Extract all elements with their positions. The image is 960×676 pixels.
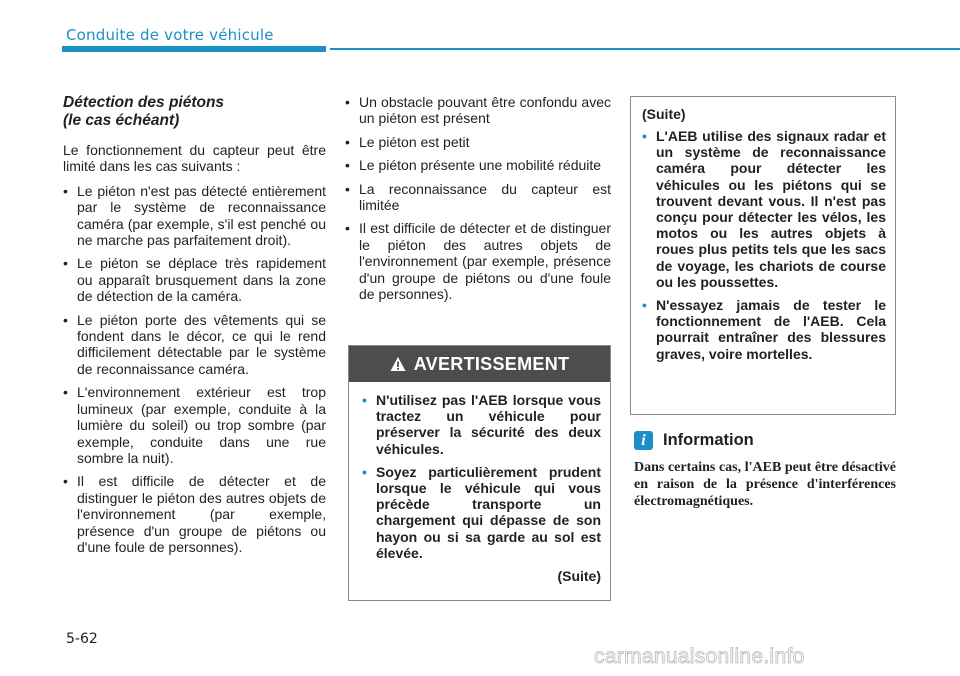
list-item: • Le piéton n'est pas détecté entièrement par le système de reconnaissance caméra (par exemple, s'il est penché ou ne marche pas parfaitement droit). [63,183,326,249]
warning-list [362,392,601,561]
section-heading-line2: (le cas échéant) [63,112,180,129]
list-item: • N'essayez jamais de tester le fonctionnement de l'AEB. Cela pourrait entraîner des blessures graves, voire mortelles. [642,297,886,362]
warning-box [348,345,611,601]
list-item: • Le piéton porte des vêtements qui se fondent dans le décor, ce qui le rend difficilement détectable par le système de reconnaissance caméra. [63,312,326,378]
information-text: Dans certains cas, l'AEB peut être désactivé en raison de la présence d'interférences électromagnétiques. [634,460,896,509]
information-icon: i [634,431,653,450]
information-title: Information [663,431,754,449]
header-rule-thick [62,46,326,52]
continuation-list [642,128,886,362]
information-heading [634,431,754,450]
page-number: 5-62 [66,631,98,647]
warning-banner [349,346,610,382]
section-heading [63,94,326,130]
warning-body [349,382,610,584]
list-item: • Il est difficile de détecter et de distinguer le piéton des autres objets de l'environnement (par exemple, présence d'un groupe de piétons ou d'une foule de personnes). [63,473,326,555]
limitation-list-middle [345,94,611,302]
list-item: • N'utilisez pas l'AEB lorsque vous tractez un véhicule pour préserver la sécurité des deux véhicules. [362,392,601,457]
list-item: • Le piéton est petit [345,134,611,150]
list-item: • Il est difficile de détecter et de distinguer le piéton des autres objets de l'environnement (par exemple, présence d'un groupe de piétons ou d'une foule de personnes). [345,220,611,302]
list-item: • Un obstacle pouvant être confondu avec un piéton est présent [345,94,611,127]
list-item: • L'environnement extérieur est trop lumineux (par exemple, conduite à la lumière du soleil) ou trop sombre (par exemple, conduite dans une rue sombre la nuit). [63,384,326,466]
header-title: Conduite de votre véhicule [66,26,274,44]
intro-paragraph: Le fonctionnement du capteur peut être limité dans les cas suivants : [63,142,326,175]
warning-title: AVERTISSEMENT [413,353,570,374]
warning-continued-label: (Suite) [557,568,601,585]
continuation-label: (Suite) [642,106,686,122]
warning-triangle-icon [390,356,406,372]
list-item: • Le piéton présente une mobilité réduite [345,157,611,173]
section-heading-line1: Détection des piétons [63,94,225,111]
header-rule-thin [330,48,960,50]
list-item: • Soyez particulièrement prudent lorsque le véhicule qui vous précède transporte un chargement qui dépasse de son hayon ou si sa garde au sol est élevée. [362,464,601,561]
watermark: carmanualsonline.info [594,645,805,668]
limitation-list-left [63,183,326,556]
list-item: • L'AEB utilise des signaux radar et un système de reconnaissance caméra pour détecter les véhicules ou les piétons qui se trouvent devant vous. Il n'est pas conçu pour détecter les vélos, les motos ou les autres objets à roues plus petits tels que les sacs de voyage, les chariots de course ou les poussettes. [642,128,886,290]
column-middle [345,94,611,309]
list-item: • Le piéton se déplace très rapidement ou apparaît brusquement dans la zone de détection de la caméra. [63,255,326,304]
list-item: • La reconnaissance du capteur est limitée [345,181,611,214]
continuation-box [630,96,896,415]
column-left [63,94,326,562]
